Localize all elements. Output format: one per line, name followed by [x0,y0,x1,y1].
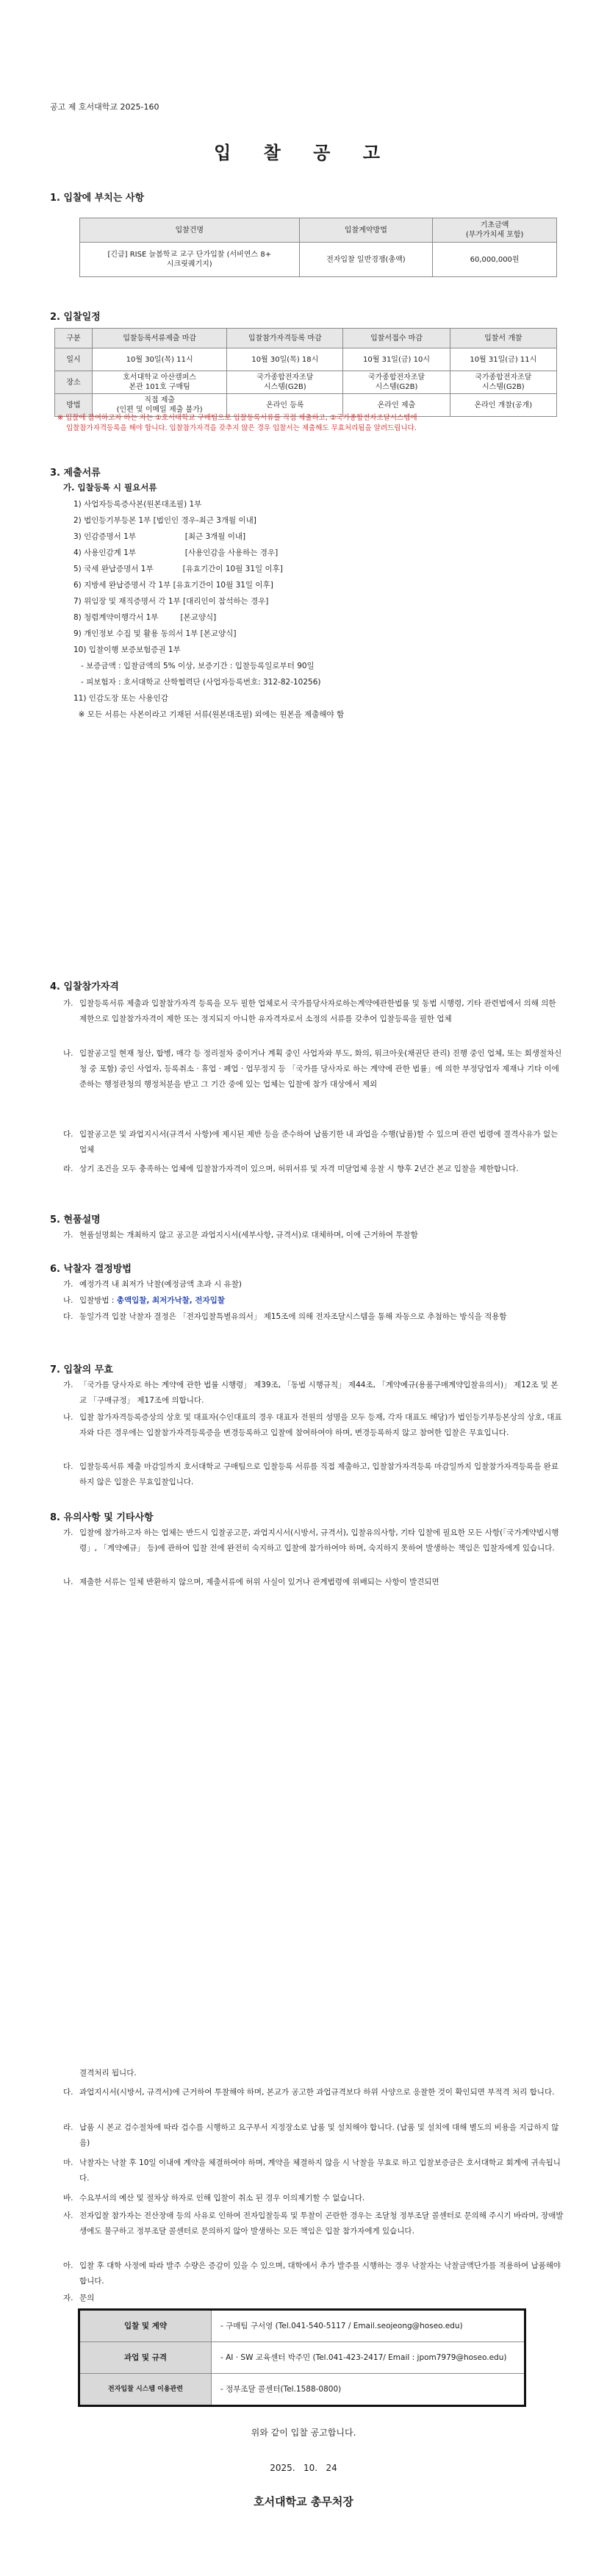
item-text: 상기 조건을 모두 충족하는 업체에 입찰참가자격이 있으며, 허위서류 및 자격 미달업체 응찰 시 향후 2년간 본교 입찰을 제한합니다. [79,1164,519,1173]
table-row [55,348,557,371]
list-item: 9) 개인정보 수집 및 활용 동의서 1부 [본교양식] [73,629,237,638]
notes-item-na-continued [79,2066,564,2081]
invalid-item-ga [63,1378,564,1409]
item-text: 입찰방법 : [79,1296,117,1305]
required-docs-subheading: 가. 입찰등록 시 필요서류 [63,482,157,493]
list-item: - 피보험자 : 호서대학교 산학협력단 (사업자등록번호: 312-82-10256) [73,678,321,687]
item-label: 바. [63,2194,73,2203]
item-label: 사. [63,2211,73,2220]
table-cell: 전자입찰 일반경쟁(총액) [299,243,433,277]
table-row [79,2310,525,2342]
list-item: ※ 모든 서류는 사본이라고 기재된 서류(원본대조필) 외에는 원본을 제출해야 함 [73,710,345,719]
item-label: 나. [63,1413,73,1422]
notice-date: 2025. 10. 24 [270,2463,337,2473]
item-label: 나. [63,1049,73,1058]
list-item: 5) 국세 완납증명서 1부 [유효기간이 10월 31일 이후] [73,565,283,573]
item-label: 라. [63,2123,73,2132]
item-text: 수요부서의 예산 및 절차상 하자로 인해 입찰이 취소 된 경우 이의제기할 수 없습니다. [79,2194,365,2203]
item-label: 라. [63,1164,73,1173]
list-item: 4) 사용인감계 1부 [사용인감을 사용하는 경우] [73,548,279,557]
notes-item-na [63,1575,564,1590]
notes-item-ba [63,2191,564,2206]
item-label: 가. [63,999,73,1008]
issuer: 호서대학교 총무처장 [254,2495,353,2508]
eligibility-item-ga [63,996,564,1027]
section-4-heading: 4. 입찰참가자격 [50,981,119,992]
closing-statement: 위와 같이 입찰 공고합니다. [251,2427,356,2438]
list-item: 1) 사업자등록증사본(원본대조필) 1부 [73,500,202,509]
list-item: - 보증금액 : 입찰금액의 5% 이상, 보증기간 : 입찰등록일로부터 90일 [73,662,315,670]
item-text: 과업지시서(시방서, 규격서)에 근거하여 투찰해야 하며, 본교가 공고한 과업규격보다 하위 사양으로 응찰한 것이 확인되면 부적격 처리 합니다. [79,2088,555,2097]
item-text: 입찰 참가자격등록증상의 상호 및 대표자(수인대표의 경우 대표자 전원의 성명을 모두 등재, 각자 대표도 해당)가 법인등기부등본상의 상호, 대표자와 다른 경우에는 입찰참가자격등록증을 변경등록하고 입찰에 참여하여야 하며, 변경등록하지 않고 참여한 입찰은 무효입니다. [79,1413,562,1437]
item-label: 나. [63,1578,73,1586]
invalid-item-na [63,1410,564,1441]
table-cell: 직접 제출 (인편 및 이메일 제출 불가) [93,394,227,417]
table-cell: 10월 31일(금) 10시 [343,348,450,371]
award-item-ga [63,1277,564,1292]
table-row [79,2374,525,2406]
item-text: 입찰공고문 및 과업지시서(규격서 사항)에 제시된 제반 등을 준수하여 납품기한 내 과업을 수행(납품)할 수 있으며 관련 법령에 결격사유가 없는 업체 [79,1130,558,1154]
schedule-note-line-1: ※ 입찰에 참여하고자 하는 자는 ①호서대학교 구매팀으로 입찰등록서류를 직접 제출하고, ②국가종합전자조달시스템에 [57,414,417,422]
contact-detail: - 구매팀 구서영 (Tel.041-540-5117 / Email.seojeong@hoseo.edu) [212,2310,525,2342]
item-text: 낙찰자는 낙찰 후 10일 이내에 계약을 체결하여야 하며, 계약을 체결하지 않을 시 낙찰을 무효로 하고 입찰보증금은 호서대학교 회계에 귀속됩니다. [79,2158,561,2183]
section-1-heading: 1. 입찰에 부치는 사항 [50,193,145,204]
table-cell: 온라인 등록 [227,394,343,417]
section-6-heading: 6. 낙찰자 결정방법 [50,1264,132,1275]
list-item: 8) 청렴계약이행각서 1부 [본교양식] [73,613,217,622]
table-header: 기초금액 (부가가치세 포함) [433,218,557,243]
table-cell: 10월 30일(목) 18시 [227,348,343,371]
page-title: 입 찰 공 고 [214,142,393,163]
notes-item-sa [63,2208,564,2239]
table-cell: 10월 31일(금) 11시 [450,348,556,371]
table-cell: 온라인 개찰(공개) [450,394,556,417]
table-cell: 일시 [55,348,93,371]
item-text: 전자입찰 참가자는 전산장애 등의 사유로 인하여 전자입찰등록 및 투찰이 곤란한 경우는 조달청 정부조달 콜센터로 문의해 주시기 바라며, 장애발생에도 불구하고 정부조달 콜센터로 문의하지 않아 발생하는 모든 책임은 입찰 참가자에게 있습니다. [79,2211,564,2236]
section-5-heading: 5. 현품설명 [50,1214,101,1226]
item-label: 다. [63,1462,73,1471]
table-cell: 온라인 제출 [343,394,450,417]
table-row [79,2342,525,2374]
notes-item-ra [63,2120,564,2151]
item-text: 예정가격 내 최저가 낙찰(예정금액 초과 시 유찰) [79,1280,242,1289]
item-text: 제출한 서류는 일체 반환하지 않으며, 제출서류에 허위 사실이 있거나 관계법령에 위배되는 사항이 발견되면 [79,1578,439,1586]
table-header: 입찰등록서류제출 마감 [93,329,227,348]
table-cell: 60,000,000원 [433,243,557,277]
schedule-table [54,328,557,417]
section-7-heading: 7. 입찰의 무효 [50,1364,113,1375]
list-item: 3) 인감증명서 1부 [최근 3개월 이내] [73,532,246,541]
item-label: 가. [63,1528,73,1537]
item-text: 입찰에 참가하고자 하는 업체는 반드시 입찰공고문, 과업지시서(시방서, 규격서), 입찰유의사항, 기타 입찰에 필요한 모든 사항(「국가계약법시행령」, 「계약예규」 등)에 관하여 입찰 전에 완전히 숙지하고 입찰에 참가하여야 하며, 숙지하지 못하여 발생하는 책임은 입찰자에게 있습니다. [79,1528,559,1553]
table-header: 입찰서접수 마감 [343,329,450,348]
section-2-heading: 2. 입찰일정 [50,312,101,323]
item-label: 가. [63,1231,73,1239]
notes-item-ma [63,2155,564,2186]
schedule-note-line-2: 입찰참가자격등록을 해야 합니다. 입찰참가자격을 갖추지 않은 경우 입찰서는 제출해도 무효처리됨을 알려드립니다. [66,424,417,432]
item-label: 다. [63,2088,73,2097]
item-label: 다. [63,1312,73,1321]
section-8-heading: 8. 유의사항 및 기타사항 [50,1512,154,1523]
item-label: 나. [63,1296,73,1305]
table-cell: 호서대학교 아산캠퍼스 본관 101호 구매팀 [93,371,227,394]
table-cell: 국가종합전자조달 시스템(G2B) [227,371,343,394]
item-label: 가. [63,1381,73,1389]
item-text: 입찰등록서류 제출 마감일까지 호서대학교 구매팀으로 입찰등록 서류를 직접 제출하고, 입찰참가자격등록 마감일까지 입찰참가자격등록을 완료하지 않은 입찰은 무효입찰입니다. [79,1462,558,1486]
table-header: 입찰서 개찰 [450,329,556,348]
list-item: 7) 위임장 및 재직증명서 각 1부 [대리인이 참석하는 경우] [73,597,269,606]
eligibility-item-ra [63,1162,564,1177]
contact-category: 입찰 및 계약 [79,2310,212,2342]
item-label: 다. [63,1130,73,1139]
bid-item-table [79,218,557,277]
table-header: 입찰참가자격등록 마감 [227,329,343,348]
table-header: 구분 [55,329,93,348]
table-header: 입찰건명 [80,218,300,243]
award-item-na [63,1293,564,1309]
contact-category: 과업 및 규격 [79,2342,212,2374]
item-text: 납품 시 본교 검수절차에 따라 검수를 시행하고 요구부서 지정장소로 납품 및 설치해야 합니다. (납품 및 설치에 대해 별도의 비용을 지급하지 않음) [79,2123,559,2147]
eligibility-item-da [63,1127,564,1158]
eligibility-item-na [63,1046,564,1092]
list-item: 11) 인감도장 또는 사용인감 [73,694,168,703]
item-text: 동일가격 입찰 낙찰자 결정은 「전자입찰특별유의서」 제15조에 의해 전자조달시스템을 통해 자동으로 추첨하는 방식을 적용함 [79,1312,507,1321]
table-cell: 국가종합전자조달 시스템(G2B) [343,371,450,394]
item-label: 자. [63,2294,73,2303]
item-text: 입찰공고일 현재 청산, 합병, 매각 등 정리절차 중이거나 계획 중인 사업자와 부도, 화의, 워크아웃(채권단 관리) 진행 중인 업체, 또는 회생절차신청 중 포함) 중인 사업자, 등록취소 · 휴업 · 폐업 · 업무정지 등 「국가를 당사자로 하는 계약에 관한 법률」에 의한 부정당업자 제재나 기타 이에 준하는 행정관청의 행정처분을 받고 그 기간 중에 있는 업체는 입찰에 참가 대상에서 제외 [79,1049,562,1089]
contact-detail: - 정부조달 콜센터(Tel.1588-0800) [212,2374,525,2406]
item-text: 현품설명회는 개최하지 않고 공고문 과업지시서(세부사항, 규격서)로 대체하며, 이에 근거하여 투찰함 [79,1231,418,1239]
bid-method-highlight: 총액입찰, 최저가낙찰, 전자입찰 [116,1296,225,1305]
list-item: 6) 지방세 완납증명서 각 1부 [유효기간이 10월 31일 이후] [73,581,273,590]
briefing-item-ga [63,1228,564,1243]
section-3-heading: 3. 제출서류 [50,468,101,479]
table-cell: [긴급] RISE 늘봄학교 교구 단가입찰 (서비연스 8+ 시크릿퀘기지) [80,243,300,277]
list-item: 2) 법인등기부등본 1부 [법인인 경우-최근 3개월 이내] [73,516,256,525]
notes-item-ga [63,1525,564,1556]
item-text: 입찰등록서류 제출과 입찰참가자격 등록을 모두 필한 업체로서 국가를당사자로하는계약에관한법률 및 동법 시행령, 기타 관련법에서 의해 의한 제한으로 입찰참가자격이 제한 또는 정지되지 아니한 유자격자로서 소정의 서류를 갖추어 입찰등록을 필한 업체 [79,999,556,1023]
table-row [55,371,557,394]
table-cell: 방법 [55,394,93,417]
invalid-item-da [63,1459,564,1490]
item-text: 입찰 후 대학 사정에 따라 발주 수량은 증감이 있을 수 있으며, 대학에서 추가 발주를 시행하는 경우 낙찰자는 낙찰금액단가를 적용하여 납품해야 합니다. [79,2261,561,2286]
notes-item-ja [63,2291,564,2306]
item-text: 문의 [79,2294,95,2303]
item-label: 아. [63,2261,73,2270]
contact-table [78,2308,526,2407]
item-text: 결격처리 됩니다. [79,2069,137,2078]
item-label: 가. [63,1280,73,1289]
item-text: 「국가를 당사자로 하는 계약에 관한 법률 시행령」 제39조, 「동법 시행규칙」 제44조, 「계약예규(용품구매계약입찰유의서)」 제12조 및 본교 「구매규정」 제17조에 의합니다. [79,1381,558,1405]
contact-detail: - AI · SW 교육센터 박주민 (Tel.041-423-2417/ Email : jpom7979@hoseo.edu) [212,2342,525,2374]
table-header: 입찰계약방법 [299,218,433,243]
notice-number: 공고 제 호서대학교 2025-160 [50,102,159,112]
notes-item-a [63,2258,564,2289]
contact-category: 전자입찰 시스템 이용관련 [79,2374,212,2406]
list-item: 10) 입찰이행 보증보험증권 1부 [73,645,181,654]
award-item-da [63,1309,564,1325]
item-label: 마. [63,2158,73,2167]
table-cell: 10월 30일(목) 11시 [93,348,227,371]
notes-item-da [63,2085,564,2100]
table-cell: 장소 [55,371,93,394]
table-cell: 국가종합전자조달 시스템(G2B) [450,371,556,394]
schedule-note [57,413,417,434]
